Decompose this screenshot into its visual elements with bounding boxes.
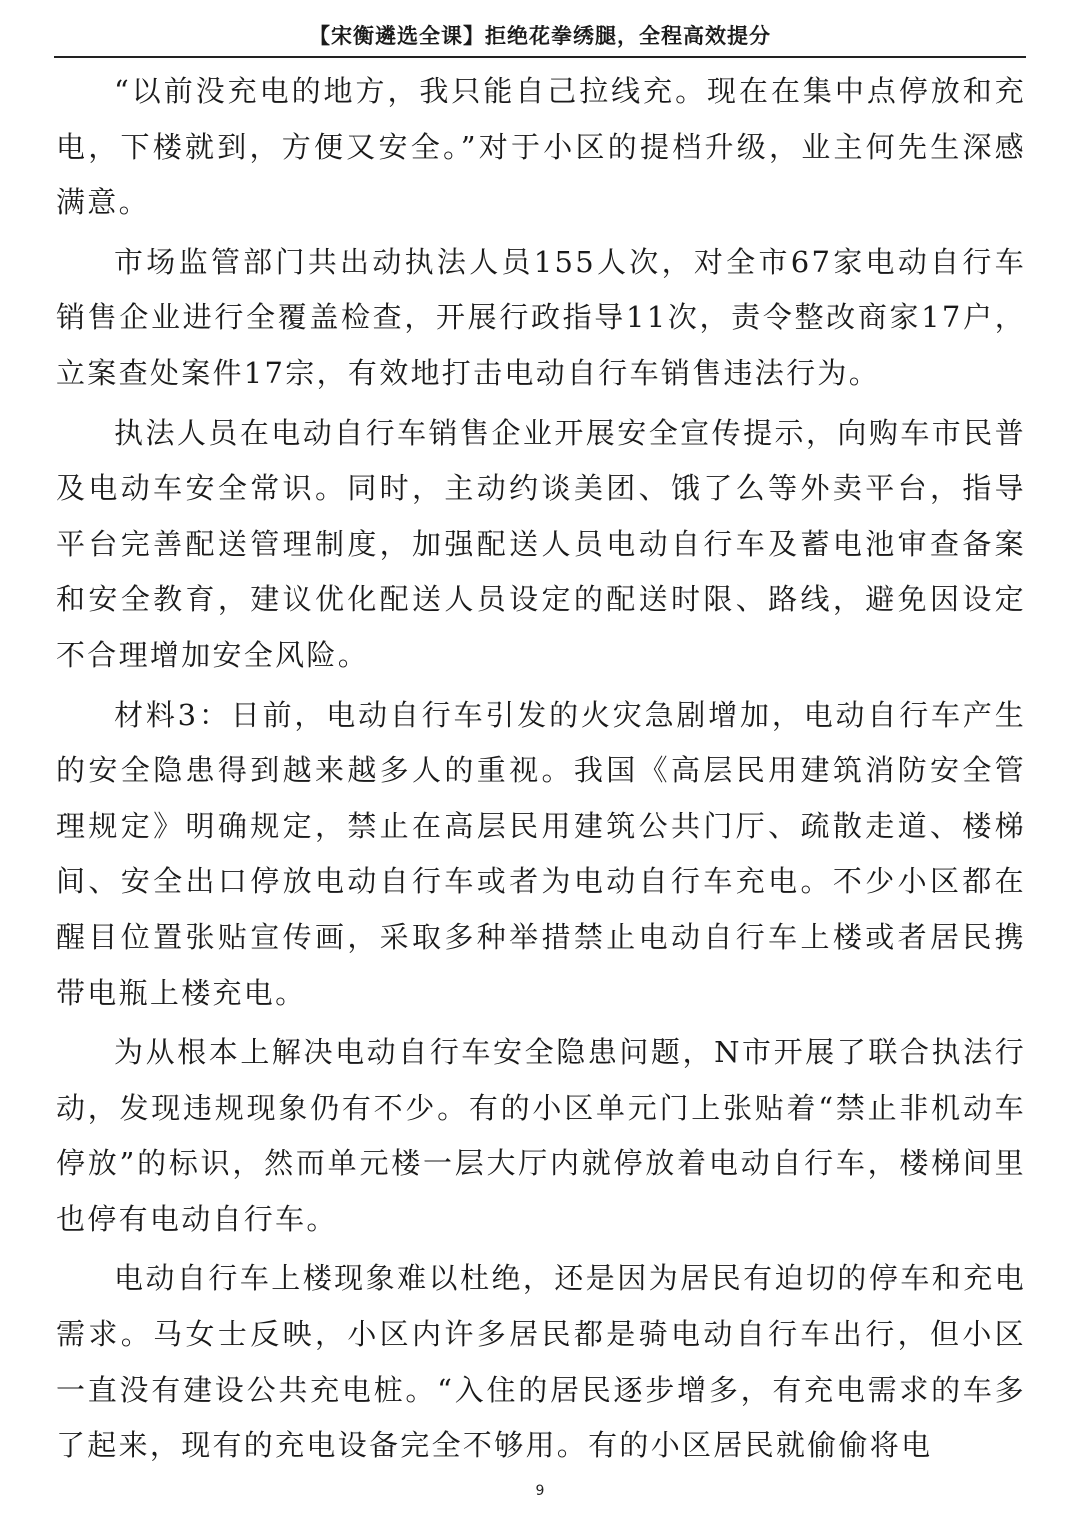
- header-title: 【宋衡遴选全课】拒绝花拳绣腿，全程高效提分: [309, 24, 771, 48]
- page-number: 9: [535, 1483, 545, 1499]
- page-header: [0, 0, 1080, 58]
- document-body: [56, 64, 1026, 1478]
- paragraph-5: 为从根本上解决电动自行车安全隐患问题，N市开展了联合执法行动，发现违规现象仍有不少。有的小区单元门上张贴着“禁止非机动车停放”的标识，然而单元楼一层大厅内就停放着电动自行车，楼梯间里也停有电动自行车。: [56, 1035, 1026, 1236]
- paragraph-4: 材料3：日前，电动自行车引发的火灾急剧增加，电动自行车产生的安全隐患得到越来越多人的重视。我国《高层民用建筑消防安全管理规定》明确规定，禁止在高层民用建筑公共门厅、疏散走道、楼梯间、安全出口停放电动自行车或者为电动自行车充电。不少小区都在醒目位置张贴宣传画，采取多种举措禁止电动自行车上楼或者居民携带电瓶上楼充电。: [56, 697, 1026, 1010]
- paragraph-6: 电动自行车上楼现象难以杜绝，还是因为居民有迫切的停车和充电需求。马女士反映，小区内许多居民都是骑电动自行车出行，但小区一直没有建设公共充电桩。“入住的居民逐步增多，有充电需求的车多了起来，现有的充电设备完全不够用。有的小区居民就偷偷将电: [56, 1261, 1026, 1463]
- header-divider: [54, 56, 1026, 58]
- paragraph-2: 市场监管部门共出动执法人员155人次，对全市67家电动自行车销售企业进行全覆盖检查，开展行政指导11次，责令整改商家17户，立案查处案件17宗，有效地打击电动自行车销售违法行为。: [56, 244, 1026, 390]
- paragraph-1: “以前没充电的地方，我只能自己拉线充。现在在集中点停放和充电，下楼就到，方便又安全。”对于小区的提档升级，业主何先生深感满意。: [56, 74, 1026, 220]
- paragraph-3: 执法人员在电动自行车销售企业开展安全宣传提示，向购车市民普及电动车安全常识。同时，主动约谈美团、饿了么等外卖平台，指导平台完善配送管理制度，加强配送人员电动自行车及蓄电池审查备案和安全教育，建议优化配送人员设定的配送时限、路线，避免因设定不合理增加安全风险。: [56, 415, 1026, 672]
